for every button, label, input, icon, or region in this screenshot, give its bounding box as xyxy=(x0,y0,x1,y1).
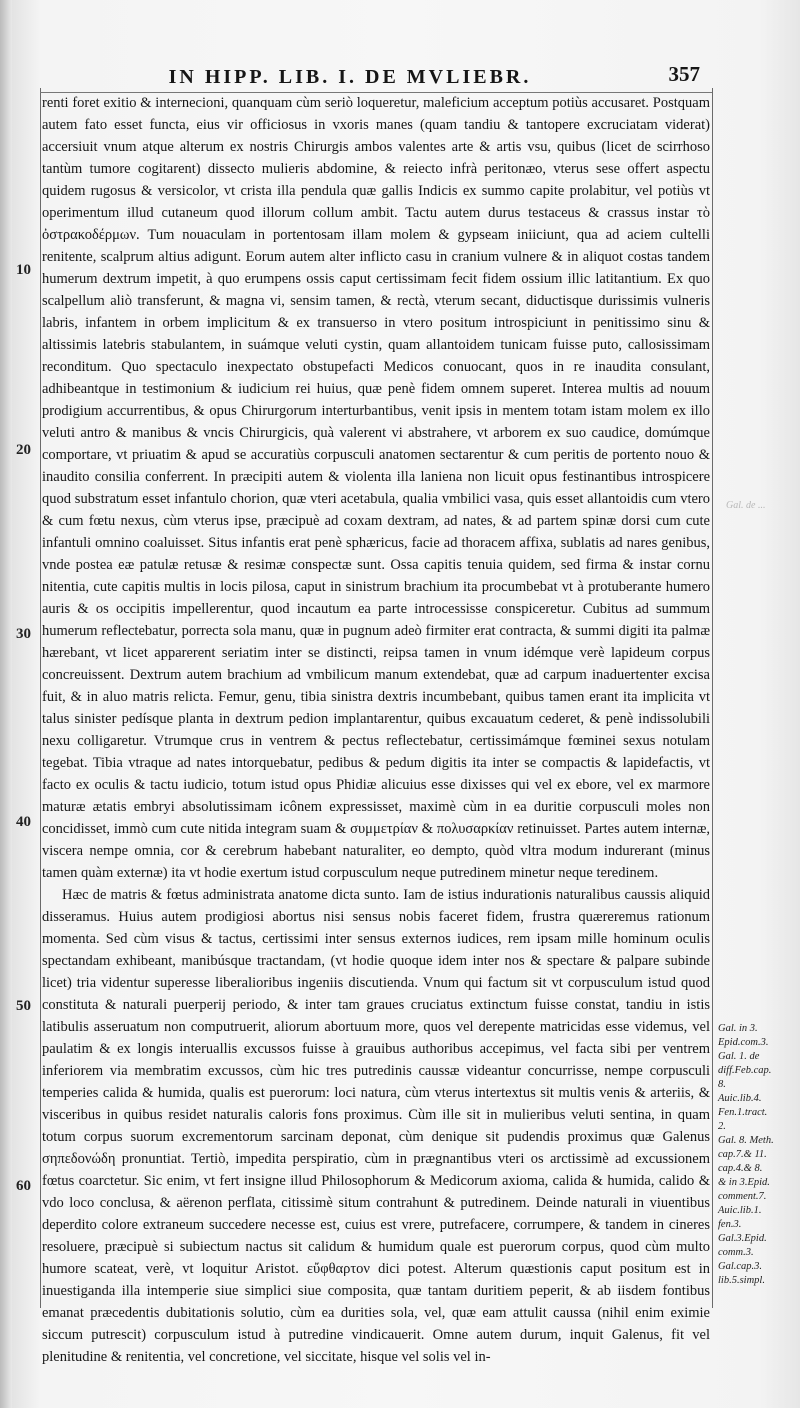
margin-note: diff.Feb.cap. xyxy=(718,1065,772,1076)
margin-note: & in 3.Epid. xyxy=(718,1177,770,1188)
right-margin-rule xyxy=(712,88,713,1308)
margin-note: Gal.3.Epid. xyxy=(718,1233,767,1244)
line-number: 60 xyxy=(16,1178,31,1194)
line-number: 30 xyxy=(16,626,31,642)
line-number: 20 xyxy=(16,442,31,458)
running-head: IN HIPP. LIB. I. DE MVLIEBR. xyxy=(168,66,532,88)
margin-note: Gal. in 3. xyxy=(718,1023,758,1034)
margin-note: cap.7.& 11. xyxy=(718,1149,767,1160)
margin-note: Gal. 8. Meth. xyxy=(718,1135,774,1146)
left-margin-rule xyxy=(40,88,41,1308)
margin-note: lib.5.simpl. xyxy=(718,1275,765,1286)
margin-note: Auic.lib.4. xyxy=(718,1093,762,1104)
body-paragraph: renti foret exitio & internecioni, quanquam cùm seriò loqueretur, maleficium acceptum potiùs accusaret. Postquam autem fato esset functa, eius vir officiosus in vxoris manes (quam tandiu & tantopere excruciatam viderat) accersiuit vnum atque alterum ex nostris Chirurgis ambos valentes arte & artis vsu, quibus (licet de scirrhoso tantùm tumore cogitarent) dissecto mulieris abdomine, & reiecto infrà peritonæo, vterus sese offert aspectu quidem rugosus & versicolor, vt crista illa pendula quæ gallis Indicis ex summo capite prolabitur, vel potiùs vt operimentum illud cutaneum quod illorum collum ambit. Tactu autem durus testaceus & crassus instar τὸ ὀστρακοδέρμων. Tum nouaculam in portentosam illam molem & gypseam iniiciunt, qua ad aciem cultelli renitente, scalprum altius adigunt. Eorum autem alter inflicto casu in cranium vulnere & in aliquot costas tandem humerum dextrum impetit, à quo erumpens ossis caput certissimam fecit fidem ossium illic latitantium. Ex quo scalpellum aliò transferunt, & magna vi, sensim tamen, & rectà, vterum secant, diductisque durissimis vulneris labris, infantem in orbem implicitum & ex transuerso in vtero positum introspiciunt in penitissimo sinu & altissimis latebris stabulantem, in suámque veluti cystin, quam allantoidem tunicam fuisse puto, callosissimam reconditum. Quo spectaculo inexpectato obstupefacti Medicos conuocant, quos in re inaudita consulant, adhibeantque in testimonium & iudicium rei huius, quæ penè fidem omnem superet. Interea multis ad nouum prodigium accurrentibus, & opus Chirurgorum interturbantibus, venit ipsis in mentem totam istam molem ex illo veluti antro & manibus & vncis Chirurgicis, quà valerent vi abstrahere, vt arborem ex suo caudice, domúmque comportare, vt priuatim & apud se accuratiùs corpusculi anatomen sectarentur & cum peritis de portento nouo & inaudito consilia conferrent. In præcipiti autem & violenta illa laniena non licuit opus festinantibus introspicere quod substratum esset infantulo chorion, quæ vteri acetabula, qualia vmbilici vasa, quis esset allantoidis cum vtero & cum fœtu nexus, cùm vterus ipse, præcipuè ad coxam dextram, ad nates, & ad partem spinæ dorsi cum cute infantuli omnino coaluisset. Situs infantis erat penè sphæricus, facie ad thoracem affixa, sublatis ad nares genibus, vnde postea eæ patulæ retusæ & resimæ conspectæ sunt. Ossa capitis tenuia quidem, sed firma & instar cornu nitentia, cute capitis multis in locis pilosa, caput in sinistrum brachium ita procumbebat vt à protuberante humero auris & os occipitis impellerentur, quod incautum ea parte introcessisse conspiceretur. Cubitus ad summum humerum reflectebatur, porrecta sola manu, quæ in pugnum adeò firmiter erat contracta, & summi digiti ita palmæ hærebant, vt licet apparerent seriatim inter se distincti, reipsa tamen in vnum idémque verè lapideum corpus concreuissent. Dextrum autem brachium ad vmbilicum manum extendebat, quæ ad carpum inaduertenter excisa fuit, & in aluo matris relicta. Femur, genu, tibia sinistra dextris incumbebant, quibus tamen erant ita implicita vt talus sinister pedísque planta in dextrum pedion implantarentur, quibus excauatum cederet, & penè indissolubili nexu colligaretur. Vtrumque crus in ventrem & pectus reflectebatur, certissimámque fœminei sexus notulam tegebat. Tibia vtraque ad nates intorquebatur, pedibus & pedum digitis ita inter se compactis & lapidefactis, vt facto ex oculis & tactu iudicio, totum istud opus Phidiæ alicuius esse dixisses qui vel ex ebore, vel ex marmore maturæ ætatis embryi absolutissimam icônem expressisset, maximè cùm in ea duritie corpusculi moles non concidisset, immò cum cute nitida integram suam & συμμετρίαν & πολυσαρκίαν retinuisset. Partes autem internæ, viscera nempe omnia, cor & cerebrum habebant naturaliter, eo dempto, quòd vltra modum indurerant (minus tamen quàm externæ) ita vt hodie exertum istud corpusculum neque putredinem minetur neque teredinem. xyxy=(42,95,710,881)
margin-note: Auic.lib.1. xyxy=(718,1205,762,1216)
line-number: 40 xyxy=(16,814,31,830)
main-text-block xyxy=(42,92,710,1368)
page-number: 357 xyxy=(668,62,700,86)
margin-note: Gal.cap.3. xyxy=(718,1261,763,1272)
margin-notes xyxy=(718,1022,796,1288)
margin-note: Fen.1.tract. xyxy=(718,1107,768,1118)
body-paragraph: Hæc de matris & fœtus administrata anatome dicta sunto. Iam de istius indurationis naturalibus caussis aliquid disseramus. Huius autem prodigiosi abortus nisi sensus nobis faceret fidem, frustra quæreremus rationum momenta. Sed cùm visus & tactus, certissimi inter sensus externos iudices, rem ipsam mille hominum oculis spectandam exhibeant, manibúsque tractandam, (vt hodie quoque idem inter nos & spectare & palpare subinde licet) tria videntur superesse liberalioribus ingeniis discutienda. Vnum qui factum sit vt corpusculum istud quod constituta & naturali puerperij periodo, & inter tam graues cruciatus extinctum fuisse constat, tandiu in istis latibulis asseruatum non computruerit, aliorum abortuum more, quos vel derepente matricidas esse videmus, vel paulatim & ex longis interuallis excussos fuisse à grauibus authoribus accepimus, vel facta sibi per ventrem inferiorem via membratim excussos, cùm hic tres putredinis caussæ videantur concurrisse, nempe corpusculi temperies calida & humida, qualis est puerorum: loci natura, cùm vterus intertextus sit multis venis & arteriis, & visceribus in quibus residet naturalis caloris fons proximus. Cùm ille sit in mulieribus veluti sentina, in quam totum corpus suorum excrementorum sarcinam deponat, cùm denique sit pudendis proximus quæ Galenus σηπεδονώδη pronuntiat. Tertiò, impedita perspiratio, cùm in prægnantibus vteri os arctissimè ad excussionem fœtus coarctetur. Sic enim, vt fert insigne illud Philosophorum & Medicorum axioma, calida & humida, calido & vdo loco conclusa, & aërenon perflata, citissimè situm contrahunt & putredinem. Deinde naturali in viuentibus deperdito colore extraneum succedere necesse est, cuius est vrere, putrefacere, corrumpere, & tandem in cineres resoluere, præcipuè si subiectum nactus sit calidum & humidum quale est puerorum corpus, quod cùm multo humore scateat, verè, vt loquitur Aristot. εὔφθαρτον dici potest. Alterum quæstionis caput positum est in inuestiganda illa intemperie siue simplici siue composita, quæ tantam duritiem peperit, & ab iisdem fontibus emanat præcedentis dubitationis solutio, cùm ea durities sola, vel, quæ eam attulit caussa (nihil enim eximie siccum putrescit) corpusculum istud à putredine vindicauerit. Omne autem durum, inquit Galenus, fit vel plenitudine & renitentia, vel concretione, vel siccitate, hisque vel solis vel in- xyxy=(42,887,710,1365)
line-number: 50 xyxy=(16,998,31,1014)
margin-note: comment.7. xyxy=(718,1191,767,1202)
page-gutter-shadow xyxy=(0,0,12,1408)
margin-note: comm.3. xyxy=(718,1247,754,1258)
margin-note: cap.4.& 8. xyxy=(718,1163,763,1174)
margin-note: 8. xyxy=(718,1079,726,1090)
margin-note: Gal. 1. de xyxy=(718,1051,760,1062)
line-number: 10 xyxy=(16,262,31,278)
margin-note: Epid.com.3. xyxy=(718,1037,769,1048)
margin-note: 2. xyxy=(718,1121,726,1132)
faint-margin-mark: Gal. de ... xyxy=(726,500,766,511)
margin-note: fen.3. xyxy=(718,1219,742,1230)
